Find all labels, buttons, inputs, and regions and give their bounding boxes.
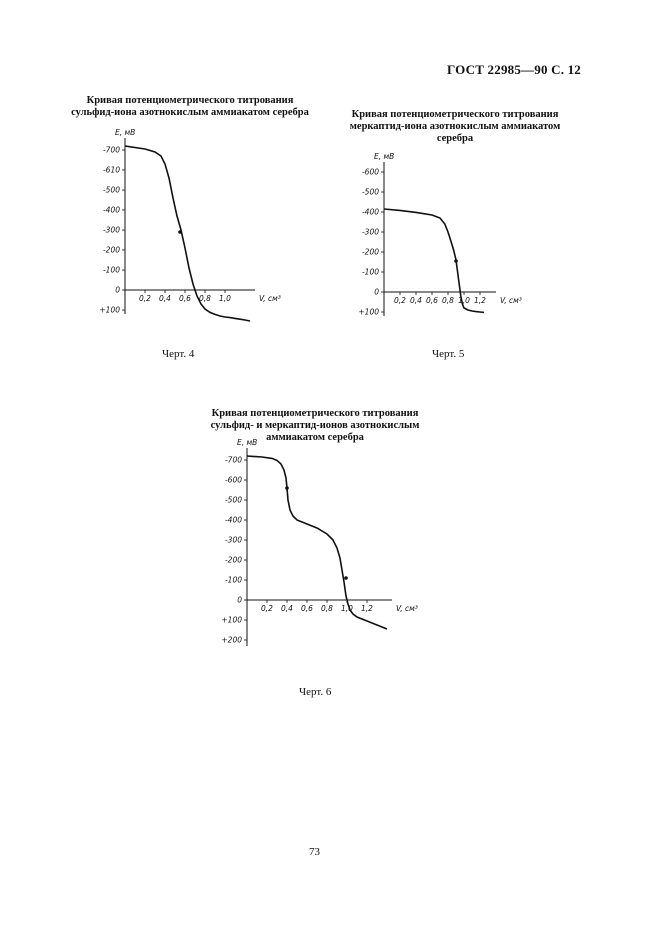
chart-title-6: Кривая потенциометрического титрования сульфид- и меркаптид-ионов азотнокислым аммиакатом серебра xyxy=(210,408,420,443)
x-tick-label: 0,6 xyxy=(179,294,191,303)
x-tick-label: 1,2 xyxy=(474,296,486,305)
equivalence-point-marker xyxy=(344,576,348,580)
y-tick-label: -200 xyxy=(224,555,242,565)
x-tick-label: 0,2 xyxy=(261,604,273,613)
titration-chart-4 xyxy=(85,120,285,335)
figure-caption-6: Черт. 6 xyxy=(299,686,332,698)
figure-caption-4: Черт. 4 xyxy=(162,348,195,360)
y-tick-label: -400 xyxy=(361,207,379,217)
x-tick-label: 1,0 xyxy=(219,294,231,303)
x-tick-label: 1,0 xyxy=(458,296,470,305)
y-tick-label: -600 xyxy=(361,167,379,177)
y-tick-label: -300 xyxy=(361,227,379,237)
y-tick-label: -700 xyxy=(224,455,242,465)
equivalence-point-marker xyxy=(285,486,289,490)
y-tick-label: -100 xyxy=(224,575,242,585)
chart-title-4: Кривая потенциометрического титрования сульфид-иона азотнокислым аммиакатом серебра xyxy=(71,95,309,118)
y-tick-label: -200 xyxy=(361,247,379,257)
y-tick-label: -500 xyxy=(102,185,120,195)
y-tick-label: -500 xyxy=(361,187,379,197)
x-tick-label: 0,4 xyxy=(159,294,171,303)
y-tick-label: -600 xyxy=(224,475,242,485)
y-axis-label: E, мВ xyxy=(237,438,258,447)
titration-chart-6 xyxy=(213,438,418,670)
y-tick-label: -610 xyxy=(102,165,120,175)
x-tick-label: 0,2 xyxy=(139,294,151,303)
y-tick-label: +200 xyxy=(221,635,242,645)
x-tick-label: 0,6 xyxy=(301,604,313,613)
y-tick-label: -400 xyxy=(224,515,242,525)
y-tick-label: -500 xyxy=(224,495,242,505)
y-tick-label: +100 xyxy=(99,305,120,315)
x-tick-label: 0,4 xyxy=(281,604,293,613)
y-tick-label: +100 xyxy=(358,307,379,317)
gost-header: ГОСТ 22985—90 С. 12 xyxy=(447,62,581,77)
page-number: 73 xyxy=(309,846,320,858)
x-axis-label: V, см³ xyxy=(396,604,418,613)
y-tick-label: +100 xyxy=(221,615,242,625)
y-tick-label: -400 xyxy=(102,205,120,215)
x-tick-label: 0,4 xyxy=(410,296,422,305)
x-tick-label: 1,2 xyxy=(361,604,373,613)
x-axis-label: V, см³ xyxy=(500,296,522,305)
y-tick-label: 0 xyxy=(115,285,120,295)
titration-chart-5 xyxy=(342,140,552,325)
x-tick-label: 0,8 xyxy=(199,294,211,303)
y-tick-label: 0 xyxy=(237,595,242,605)
x-tick-label: 0,2 xyxy=(394,296,406,305)
equivalence-point-marker xyxy=(178,230,182,234)
x-axis-label: V, см³ xyxy=(259,294,281,303)
y-tick-label: -100 xyxy=(361,267,379,277)
y-axis-label: E, мВ xyxy=(374,152,395,161)
figure-caption-5: Черт. 5 xyxy=(432,348,465,360)
y-tick-label: -700 xyxy=(102,145,120,155)
y-tick-label: 0 xyxy=(374,287,379,297)
x-tick-label: 1,0 xyxy=(341,604,353,613)
x-tick-label: 0,8 xyxy=(442,296,454,305)
y-axis-label: E, мВ xyxy=(115,128,136,137)
y-tick-label: -300 xyxy=(224,535,242,545)
chart-title-5: Кривая потенциометрического титрования меркаптид-иона азотнокислым аммиакатом серебра xyxy=(349,109,561,144)
y-tick-label: -200 xyxy=(102,245,120,255)
equivalence-point-marker xyxy=(454,259,458,263)
x-tick-label: 0,8 xyxy=(321,604,333,613)
x-tick-label: 0,6 xyxy=(426,296,438,305)
y-tick-label: -100 xyxy=(102,265,120,275)
y-tick-label: -300 xyxy=(102,225,120,235)
